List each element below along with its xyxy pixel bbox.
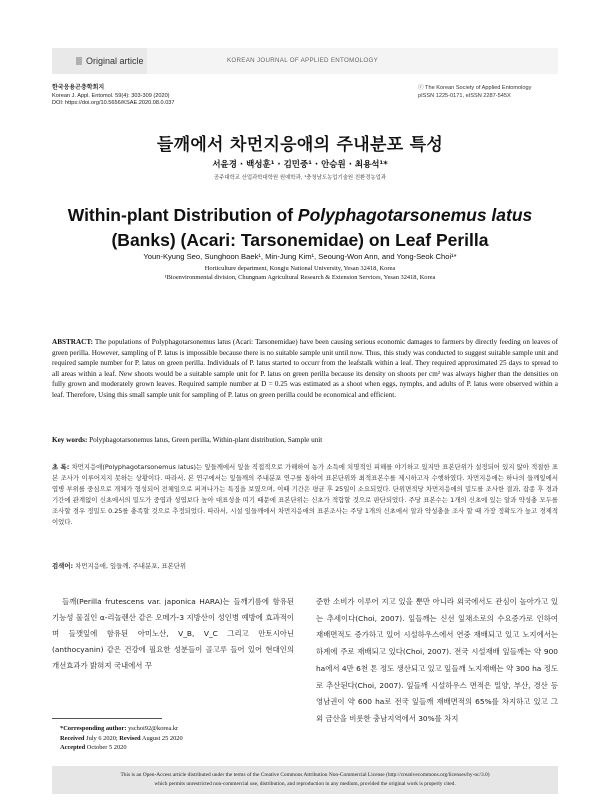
license-box — [52, 766, 558, 794]
corresponding-label: *Corresponding author: — [60, 725, 127, 732]
accepted-line — [60, 743, 183, 753]
license-line-2: which permits unrestricted non-commercial use, distribution, and reproduction in any medium, provided the original work is properly cited. — [154, 781, 456, 787]
received-date: July 6 2020; — [84, 734, 120, 742]
abstract-label: ABSTRACT: — [52, 338, 94, 346]
english-authors: Youn-Kyung Seo, Sunghoon Baek¹, Min-Jung Kim¹, Seoung-Won Ann, and Yong-Seok Choi¹* — [143, 252, 457, 261]
body-column-right: 준한 소비가 이루어 지고 있을 뿐만 아니라 외국에서도 관심이 높아가고 있는 추세이다(Choi, 2007). 잎들깨는 신선 잎채소로의 수요증가로 인하여 재배면적도 증가하고 있어 시설하우스에서 연중 재배되고 있고 노지에서는 하계에 주로 재배되고 있다(Choi, 2007). 전국 시설재배 잎들깨는 약 900 ha에서 4만 6천 톤 정도 생산되고 있고 잎들깨 노지재배는 약 300 ha 정도로 추산된다(Choi, 2007). 잎들깨 시설하우스 면적은 밀양, 부산, 경산 등 영남권이 약 600 ha로 전국 잎들깨 재배면적의 65%를 차지하고 있고 그 외 금산을 비롯한 충남지역에서 30%를 차지 — [316, 597, 558, 723]
dates-line — [60, 734, 183, 744]
english-title-species: Polyphagotarsonemus latus — [297, 205, 533, 225]
english-title-part-2: (Banks) (Acari: Tarsonemidae) on Leaf Perilla — [111, 230, 489, 250]
affiliation-line-1: Horticulture department, Kongju National University, Yesan 32418, Korea — [204, 265, 396, 272]
revised-date: August 25 2020 — [140, 734, 183, 742]
keywords-text: Polyphagotarsonemus latus, Green perilla, Within-plant distribution, Sample unit — [87, 436, 323, 444]
accepted-date: October 5 2020 — [85, 744, 127, 752]
korean-title: 들깨에서 차먼지응애의 주내분포 특성 — [156, 135, 444, 155]
society-copyright: ⓒ The Korean Society of Applied Entomology — [418, 85, 532, 91]
abstract-text: The populations of Polyphagotarsonemus latus (Acari: Tarsonemidae) have been causing serious economic damages to farmers by directly feeding on leaves of green perilla. However, sampling of P. latus is impossible because there is no suitable sample unit until now. Thus, this study was conducted to suggest suitable sample unit and required sample number for P. latus on green perilla. Individuals of P. latus started to occurr from the leafstalk within a leaf. They required approximated 25 days to spread to all areas within a leaf. New shoots would be a suitable sample unit for P. latus on green perilla because its density on shoots per cm² was always higher than the densities on fully grown and moderately grown leaves. Required sample number at D = 0.25 was estimated as a shoot when eggs, nymphs, and adults of P. latus were observed within a leaf. Therefore, Using this small sample unit for sampling of P. latus on green perilla could be economical and efficient. — [52, 338, 558, 399]
received-label: Received — [60, 734, 85, 742]
english-title — [40, 203, 560, 253]
keywords-label: Key words: — [52, 436, 88, 444]
english-affiliation — [0, 264, 600, 282]
journal-header-band — [52, 48, 558, 74]
accepted-label: Accepted — [60, 744, 86, 752]
english-abstract — [52, 337, 558, 401]
body-column-left: 들깨(Perilla frutescens var. japonica HARA)는 들깨기름에 함유된 기능성 물질인 α-리놀렌산 같은 오메가-3 지방산이 성인병 예방에 효과적이며 들깻잎에 함유된 아미노산, V_B, V_C 그리고 안토시아닌(anthocyanin) 같은 건강에 필요한 성분들이 골고루 들어 있어 현대인의 개선효과가 밝혀져 국내에서 꾸 — [52, 597, 294, 670]
footnote-block — [60, 724, 183, 753]
korean-affiliation: 공주대학교 산업과학대학원 원예학과, ¹충청남도농업기술원 친환경농업과 — [213, 175, 387, 181]
korean-keywords-label: 검색어: — [52, 562, 74, 570]
korean-abstract-text: 차먼지응애(Polyphagotarsonemus latus)는 잎들깨에서 잎을 직접적으로 가해하여 농가 소득에 치명적인 피해를 야기하고 있지만 표본단위가 설정되어 있지 않아 적절한 표본 조사가 이루어지지 못하는 상황이다. 따라서, 본 연구에서는 잎들깨의 주내분포 연구를 통하여 표본단위와 최적표본수를 제시하고자 수행하였다. 차먼지응애는 하나의 들깨잎에서 엽병 부위를 중심으로 개체가 형성되어 전체잎으로 퍼져나가는 특징을 보였으며, 이때 기간은 평균 후 25일이 소요되었다. 단위면적당 차먼지응애의 밀도를 조사한 결과, 잡종 후 경과 기간에 관계없이 신초에서의 밀도가 중엽과 성엽보다 높아 대표성을 띠기 때문에 표본단위는 신초가 적합할 것으로 판단되었다. 주당 표본수는 1개의 신초에 있는 알과 약성충 모두를 조사할 경우 정밀도 0.25를 충족할 것으로 추정되었다. 따라서, 시설 잎들깨에서 차먼지응애의 표본조사는 주당 1개의 신초에서 알과 약성충을 조사 할 때 가장 정확도가 높고 경제적이었다. — [52, 463, 558, 527]
doi-link[interactable]: DOI: https://doi.org/10.5656/KSAE.2020.08.0.037 — [52, 100, 175, 107]
korean-abstract-label: 초 록: — [52, 463, 70, 471]
korean-keywords — [52, 561, 558, 570]
corresponding-author — [60, 724, 183, 734]
citation-block — [52, 85, 175, 108]
journal-korean-name: 한국응용곤충학회지 — [52, 85, 105, 91]
article-type-tag: Original article — [52, 48, 147, 74]
issn-line: pISSN 1225-0171, eISSN 2287-545X — [418, 92, 511, 99]
citation-line: Korean J. Appl. Entomol. 59(4): 303-309 (2020) — [52, 92, 170, 99]
society-block — [418, 85, 558, 100]
english-keywords — [52, 436, 558, 444]
english-title-part-1: Within-plant Distribution of — [67, 205, 298, 225]
affiliation-line-2: ¹Bioenvironmental division, Chungnam Agricultural Research & Extension Services, Yesan 32418, Korea — [164, 274, 436, 281]
korean-abstract — [52, 462, 558, 529]
revised-label: Revised — [119, 734, 141, 742]
footnote-divider — [52, 718, 162, 719]
korean-keywords-text: 차먼지응애, 잎들깨, 주내분포, 표본단위 — [73, 562, 187, 570]
korean-authors: 서윤경 · 백성훈¹ · 김민중¹ · 안승원 · 최용석¹* — [212, 160, 388, 170]
journal-name-band: KOREAN JOURNAL OF APPLIED ENTOMOLOGY — [147, 48, 558, 74]
corresponding-email[interactable]: yschoi92@korea.kr — [126, 725, 179, 732]
license-line-1: This is an Open-Access article distributed under the terms of the Creative Commons Attribution Non-Commercial License (http://creativecommons.org/licenses/by-nc/3.0) — [120, 772, 490, 778]
